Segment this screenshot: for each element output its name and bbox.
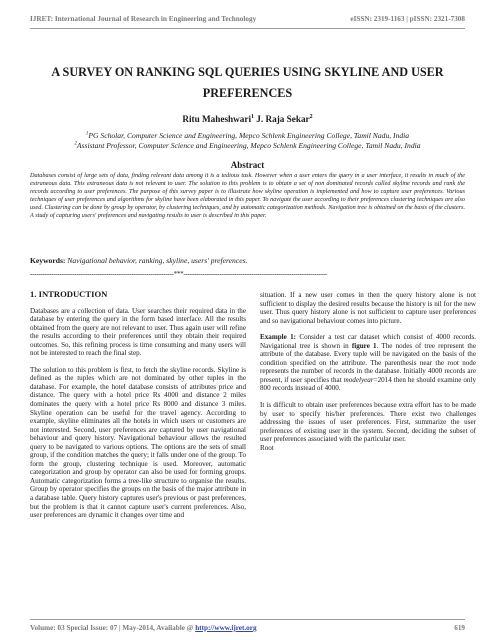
journal-link[interactable]: http://www.ijret.org — [195, 624, 257, 632]
keywords-label: Keywords: — [30, 256, 66, 265]
right-paragraph-3: It is difficult to obtain user preferences because extra effort has to be made by user to specify his/her preferences. There exist two challenges addressing the issues of user preferences. First, summarize the user preferences of existing user in the system. Second, deciding the subset of user preferences associated with the particular user. — [260, 401, 476, 444]
journal-name: IJRET: International Journal of Research in Engineering and Technology — [30, 15, 257, 23]
affiliation-2-text: Assistant Professor, Computer Science and Engineering, Mepco Schlenk Engineering College, Tamil Nadu, India — [76, 140, 421, 150]
example-paragraph — [260, 333, 476, 393]
root-label: Root — [260, 443, 274, 452]
keywords — [30, 256, 465, 265]
affiliation-2 — [30, 141, 465, 151]
affiliation-1 — [30, 131, 465, 141]
example-condition: modelyear — [343, 375, 374, 384]
footer-volume-text: Volume: 03 Special Issue: 07 | May-2014, Available @ — [30, 624, 196, 632]
intro-paragraph-2: The solution to this problem is first, to fetch the skyline records. Skyline is defined as the tuples which are not dominated by other tuples in the database. For example, the hotel database consists of attributes price and distance. The query with a hotel price Rs 4000 and distance 2 miles dominates the query with a hotel price Rs 8000 and distance 3 miles. Skyline operation can be useful for the travel agency. According to example, skyline eliminates all the hotels in which users or customers are not interested. Second, user preferences are captured by user navigational behaviour and query history. Navigational behaviour allows the resulted query to be navigated to various options. The options are the sets of small group, if the condition matches the query; it falls under one of the group. To form the group, clustering technique is used. Moreover, automatic categorization and group by operator can also be used for forming groups. Automatic categorization forms a tree-like structure to organise the results. Group by operator specifies the groups on the basis of the major attribute in a database table. Query history captures user's previous or past preferences, but the problem is that it cannot capture user's current preferences. Also, user preferences are dynamic it changes over time and — [30, 365, 246, 520]
footer-rule — [30, 619, 465, 620]
author-2-sup: 2 — [309, 113, 313, 120]
abstract-heading: Abstract — [230, 160, 265, 170]
left-column — [30, 290, 246, 528]
author-2: J. Raja Sekar — [254, 114, 310, 124]
affiliations — [30, 131, 465, 150]
example-text-1: Consider a test car dataset which consist of 4000 records. Navigational tree is shown in — [260, 333, 476, 350]
running-footer — [30, 624, 465, 632]
right-paragraph-1: situation. If a new user comes in then the query history alone is not sufficient to display the desired results because the history is nil for the new user. Thus query history alone is not sufficient to capture user preferences and so navigational behaviour comes into picture. — [260, 291, 476, 325]
header-rule — [30, 28, 465, 29]
example-text-3: =2014 then he should examine only 800 records instead of 4000. — [260, 375, 476, 393]
right-column — [260, 291, 476, 452]
running-header — [30, 15, 465, 23]
example-text-2: . The nodes of tree represent the attribute of the database. Every tuple will be navigated on the basis of the condition specified on the attribute. The parenthesis near the root node represents the number of records in the database. Initially 4000 records are present, if user specifies that — [260, 341, 476, 384]
affiliation-1-sup: 1 — [85, 131, 89, 137]
title-line-1: A SURVEY ON RANKING SQL QUERIES USING SKYLINE AND USER — [51, 65, 444, 79]
author-1: Ritu Maheshwari — [182, 114, 252, 124]
abstract-text: Databases consist of large sets of data, finding relevant data among it is a tedious task. However when a user enters the query in a user interface, it results in much of the extraneous data. This extraneous data is not relevant to user. The solution to this problem is to obtain a set of non dominated records called skyline records and rank the records according to user preferences. The purpose of this survey paper is to illustrate how skyline operation is implemented and how to capture user preferences. Various techniques of user preferences and algorithms for skyline have been elaborated in this paper. To navigate the user according to their preferences clustering techniques are also used. Clustering can be done by group by operator, by clustering techniques, and by automatic categorization methods. Navigation tree is obtained on the basis of the clusters. A study of capturing users' preferences and navigating results to user is described in this paper. — [30, 172, 465, 219]
affiliation-2-sup: 2 — [74, 140, 77, 146]
page-number: 619 — [454, 624, 465, 632]
section-separator: --------------------------------------------------------------------***-------------------------------------------------------------------- — [30, 271, 328, 278]
keywords-text: Navigational behavior, ranking, skyline, users' preferences. — [65, 256, 248, 265]
author-1-sup: 1 — [251, 113, 254, 120]
authors — [30, 114, 465, 124]
figure-reference: figure 1 — [351, 341, 377, 350]
intro-paragraph-1: Databases are a collection of data. User searches their required data in the database by entering the query in the form based interface. All the results obtained from the query are not relevant to user. Thus again user will refine the results according to their preferences until they obtain their required outcomes. So, this refining process is time consuming and many users will not be interested to reach the final step. — [30, 306, 246, 358]
title-line-2: PREFERENCES — [202, 86, 293, 100]
affiliation-1-text: PG Scholar, Computer Science and Engineering, Mepco Schlenk Engineering College, Tamil Nadu, India — [88, 131, 410, 140]
section-heading-introduction: 1. INTRODUCTION — [30, 289, 108, 299]
issn: eISSN: 2319-1163 | pISSN: 2321-7308 — [350, 15, 465, 23]
paper-title — [30, 62, 465, 104]
footer-volume — [30, 624, 257, 632]
example-label: Example 1: — [260, 333, 297, 342]
